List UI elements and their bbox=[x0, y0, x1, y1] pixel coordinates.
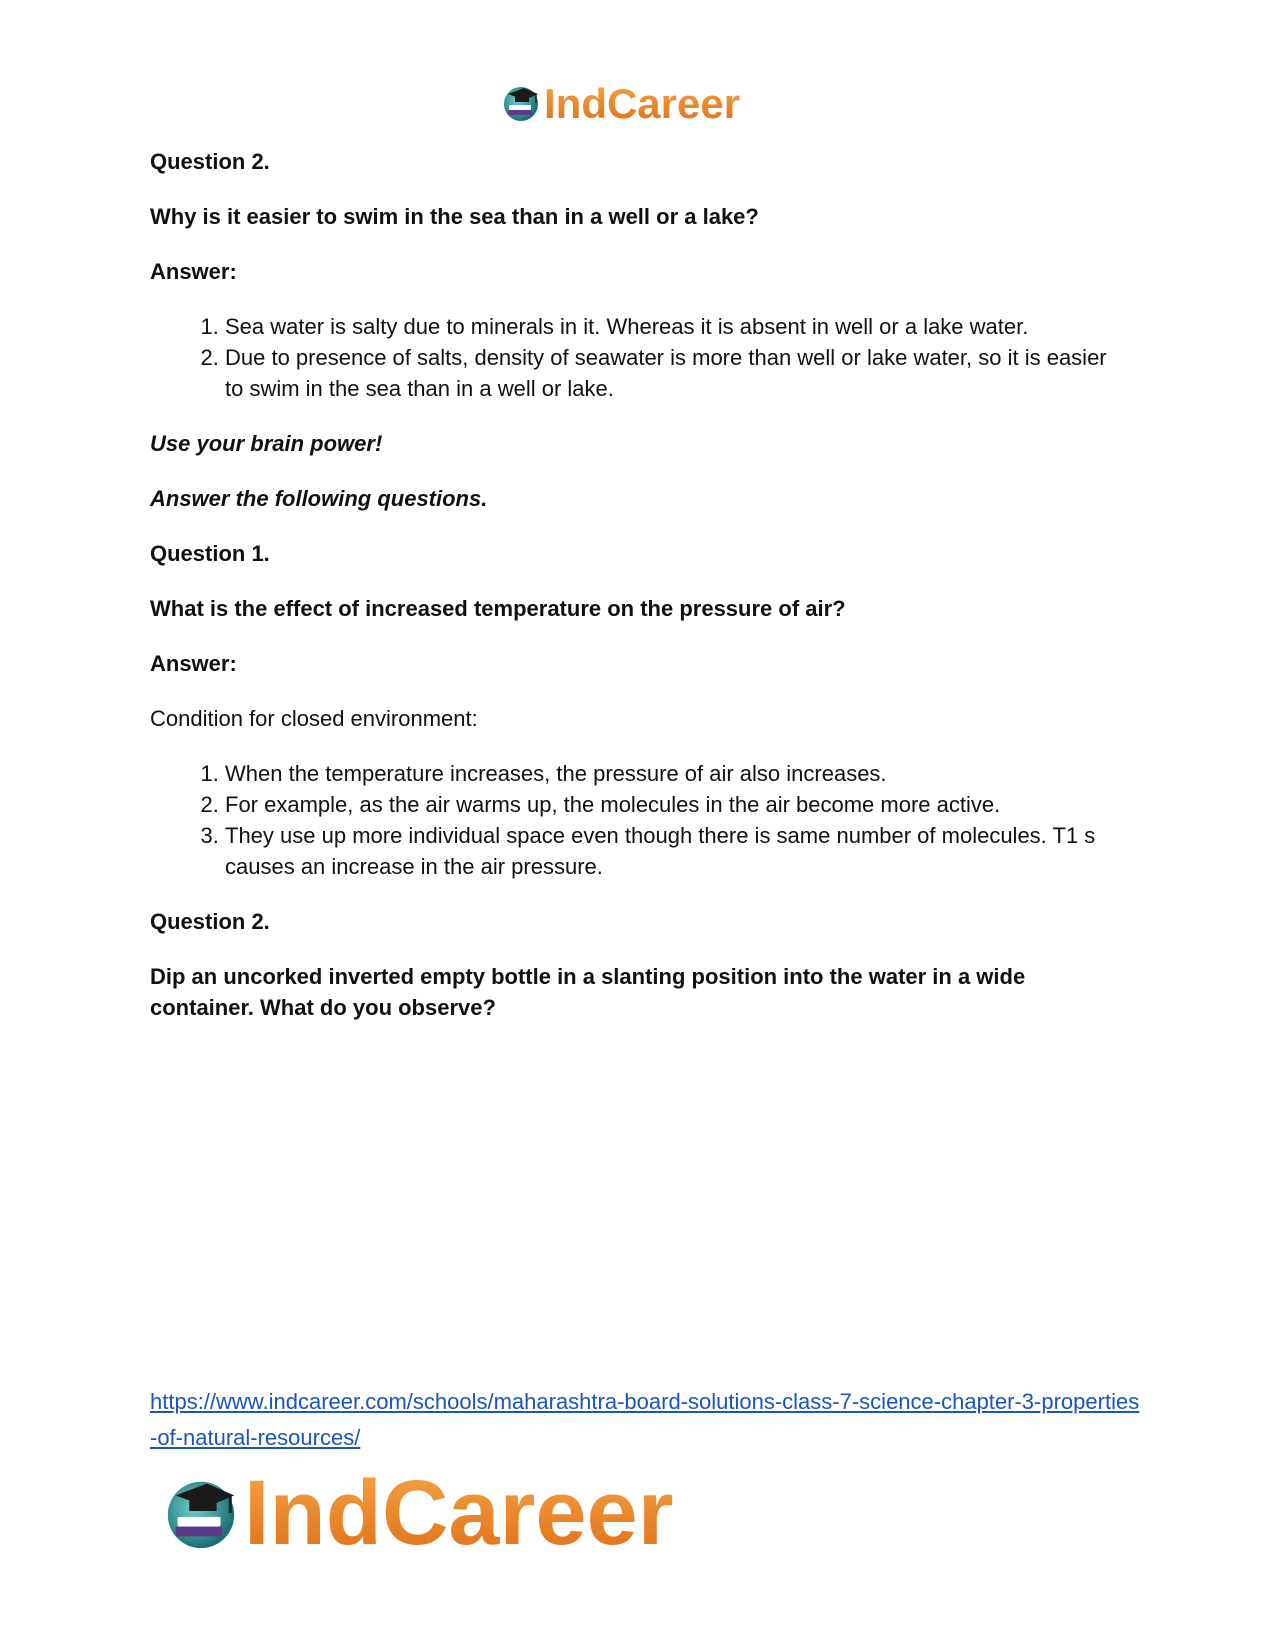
section-heading-brain-power: Use your brain power! bbox=[150, 431, 383, 456]
question-text: Why is it easier to swim in the sea than in a well or a lake? bbox=[150, 204, 759, 229]
graduation-cap-book-icon bbox=[500, 81, 542, 128]
question-heading: Question 2. bbox=[150, 149, 270, 174]
answer-list bbox=[150, 758, 1130, 882]
list-item: 1. When the temperature increases, the pressure of air also increases. bbox=[225, 758, 1130, 789]
source-link-block bbox=[150, 1384, 1140, 1456]
answer-list bbox=[150, 311, 1130, 404]
answer-label: Answer: bbox=[150, 651, 237, 676]
question-text: What is the effect of increased temperature on the pressure of air? bbox=[150, 596, 846, 621]
document-content bbox=[150, 146, 1130, 1047]
question-heading: Question 2. bbox=[150, 909, 270, 934]
answer-label: Answer: bbox=[150, 259, 237, 284]
question-heading: Question 1. bbox=[150, 541, 270, 566]
list-item: 1. Sea water is salty due to minerals in it. Whereas it is absent in well or a lake water. bbox=[225, 311, 1130, 342]
list-item: 3. They use up more individual space even though there is same number of molecules. T1 s causes an increase in the air pressure. bbox=[225, 820, 1130, 882]
header-logo bbox=[500, 80, 740, 128]
list-item: 2. Due to presence of salts, density of seawater is more than well or lake water, so it is easier to swim in the sea than in a well or lake. bbox=[225, 342, 1130, 404]
list-item: 2. For example, as the air warms up, the molecules in the air become more active. bbox=[225, 789, 1130, 820]
footer-logo bbox=[160, 1462, 674, 1564]
answer-condition: Condition for closed environment: bbox=[150, 706, 478, 731]
question-text: Dip an uncorked inverted empty bottle in a slanting position into the water in a wide container. What do you observe? bbox=[150, 964, 1026, 1020]
source-link[interactable]: https://www.indcareer.com/schools/maharashtra-board-solutions-class-7-science-chapter-3-properties-of-natural-resources/ bbox=[150, 1389, 1140, 1450]
footer-logo-text: IndCareer bbox=[244, 1462, 674, 1564]
header-logo-text: IndCareer bbox=[544, 80, 741, 127]
graduation-cap-book-icon bbox=[160, 1470, 242, 1557]
section-subheading: Answer the following questions. bbox=[150, 486, 488, 511]
